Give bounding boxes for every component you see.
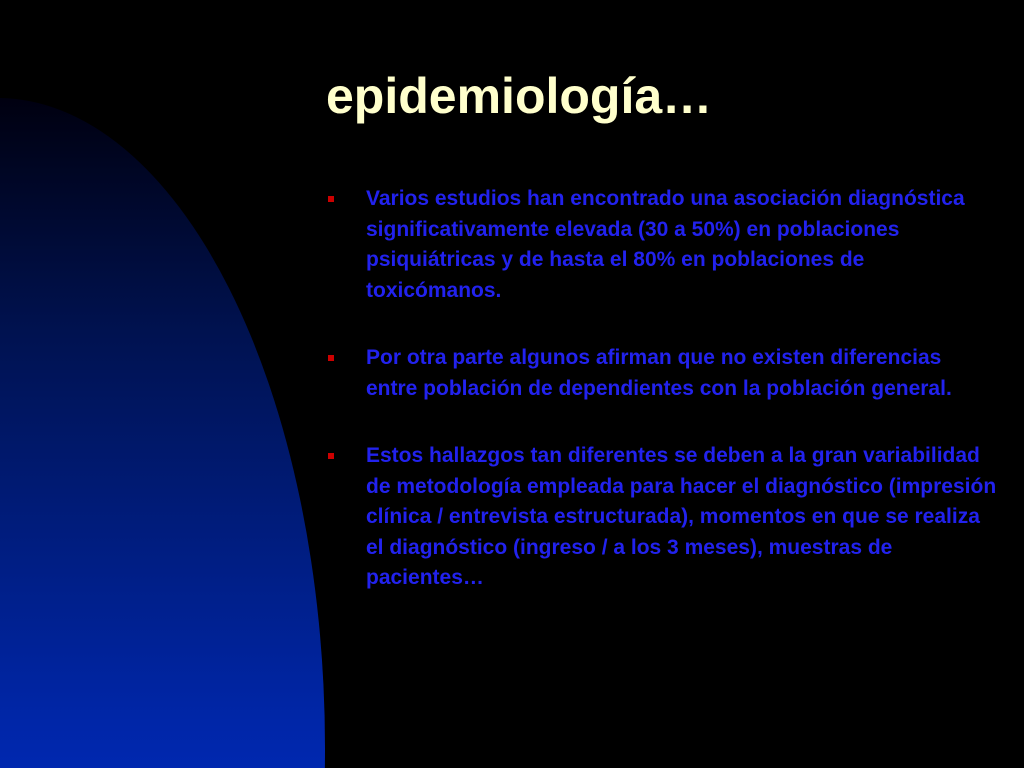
bullet-item	[325, 441, 997, 594]
bullet-square-icon	[328, 196, 334, 202]
decorative-blue-arc	[0, 98, 325, 768]
bullet-square-icon	[328, 355, 334, 361]
bullet-list	[325, 184, 997, 631]
bullet-text: Varios estudios han encontrado una asociación diagnóstica significativamente elevada (30 a 50%) en poblaciones psiquiátricas y de hasta el 80% en poblaciones de toxicómanos.	[366, 187, 965, 302]
bullet-text: Estos hallazgos tan diferentes se deben a la gran variabilidad de metodología empleada para hacer el diagnóstico (impresión clínica / entrevista estructurada), momentos en que se realiza el diagnóstico (ingreso / a los 3 meses), muestras de pacientes…	[366, 444, 997, 589]
bullet-square-icon	[328, 453, 334, 459]
bullet-item	[325, 184, 997, 306]
slide-title: epidemiología…	[326, 68, 713, 124]
bullet-text: Por otra parte algunos afirman que no existen diferencias entre población de dependientes con la población general.	[366, 346, 952, 400]
bullet-item	[325, 343, 997, 404]
